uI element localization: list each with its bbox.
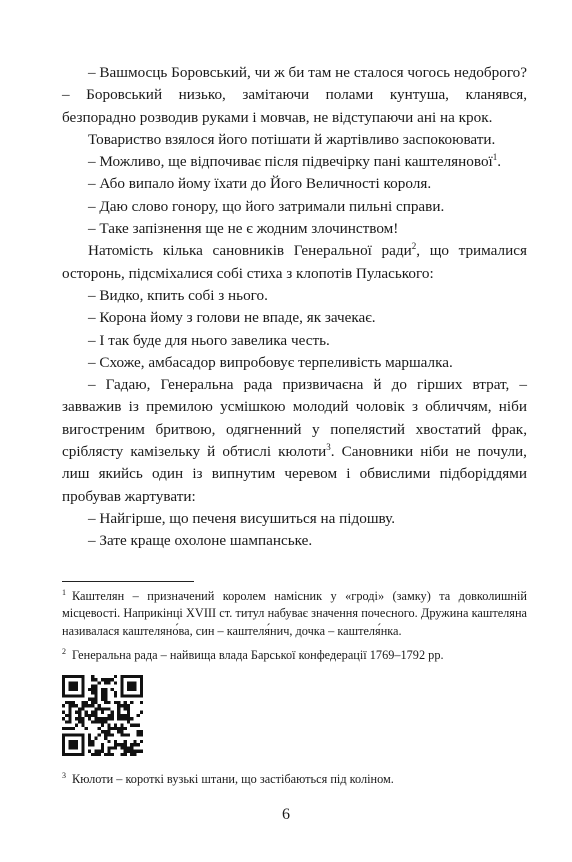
footnote-number: 3 [62,770,66,780]
paragraph: – Корона йому з голови не впаде, як зачекає. [88,309,376,327]
paragraph: – Даю слово гонору, що його затримали пильні справи. [88,197,445,215]
footnote-text: Генеральна рада – найвища влада Барської конфедерації 1769–1792 рр. [72,648,444,662]
paragraph: – Таке запізнення ще не є жодним злочинством! [88,220,399,238]
footnote-number: 1 [62,587,66,597]
main-text [62,62,527,553]
paragraph: Товариство взялося його потішати й жартівливо заспокоювати. [88,130,496,148]
paragraph: – Видко, кпить собі з нього. [88,286,268,304]
footnote-divider [62,581,194,582]
paragraph-text: – Гадаю, Генеральна рада призвичаєна й до гірших втрат, – завважив із премилою усмішкою молодий чоловік з обличчям, ніби вигостреним бритвою, одягненний у попелястий хвостатий фрак, сріблясту камізельку й обтислі кюлоти [62,376,527,461]
paragraph [62,374,527,508]
page-number: 6 [282,806,290,823]
paragraph-text: Натомість кілька сановників Генеральної ради [88,242,412,260]
paragraph-text: , що трималися осторонь, підсміхалися собі стиха з клопотів Пуласького: [62,242,527,282]
footnote-3 [62,771,527,788]
paragraph: – Зате краще охолоне шампанське. [88,532,313,550]
paragraph: – Можливо, ще відпочиває після підвечірку пані каштелянової$^1$. [88,152,502,171]
paragraph: – Вашмосць Боровський, чи ж би там не сталося чогось недоброго? – Боровський низько, замітаючи полами кунтуша, кланявся, безпорадно розводив руками і мовчав, не відступаючи ані на крок. [62,64,527,126]
paragraph: – Схоже, амбасадор випробовує терпеливість маршалка. [88,353,453,371]
paragraph: – І так буде для нього завелика честь. [88,331,330,349]
footnote-text: Каштелян – призначений королем намісник у «гроді» (замку) та довколишній місцевості. Наприкінці XVIII ст. титул набуває значення почесного. Дружина каштеляна називалася каштеляно́ва, син – каштеля́нич, дочка – каштеля́нка. [62,589,527,638]
paragraph-text: . Сановники ніби не почули, лиш якийсь один із випнутим черевом і обвислими підборіддями пробував жартувати: [62,443,527,505]
paragraph [62,240,527,285]
footnote-2 [62,647,527,664]
footnote-mark[interactable]: 2 [411,241,417,252]
footnote-number: 2 [62,646,66,656]
footnote-1 [62,588,527,640]
paragraph-text: – Можливо, ще відпочиває після підвечірку пані каштелянової [88,153,493,171]
footnote-text: Кюлоти – короткі вузькі штани, що застібаються під коліном. [72,772,394,786]
paragraph: – Або випало йому їхати до Його Величності короля. [88,175,432,193]
paragraph: – Найгірше, що печеня висушиться на підошву. [88,509,396,527]
footnote-mark[interactable]: 3 [326,441,331,452]
footnote-mark[interactable]: 1 [492,152,498,163]
qr-code-icon[interactable] [62,675,143,756]
